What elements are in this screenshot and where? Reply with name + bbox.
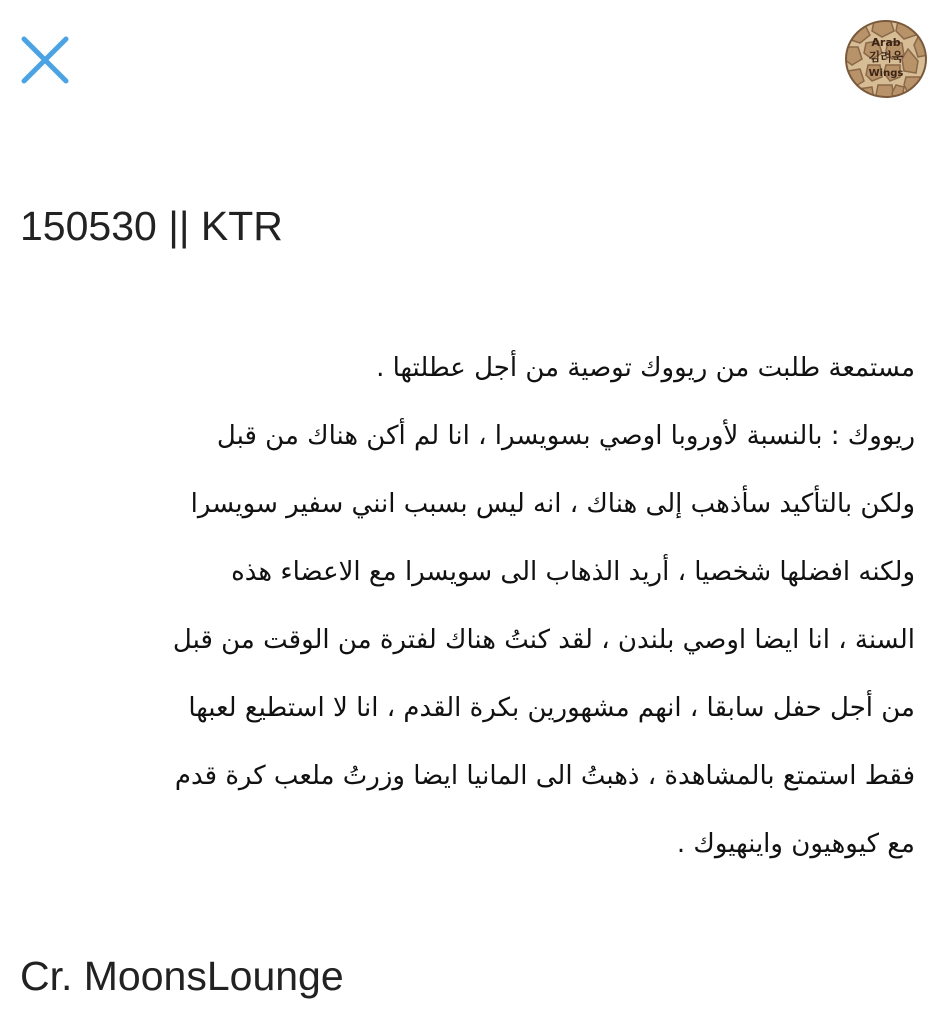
logo-text-korean: 김려욱 (868, 50, 904, 64)
post-title: 150530 || KTR (20, 203, 283, 249)
body-line: ولكنه افضلها شخصيا ، أريد الذهاب الى سويسرا مع الاعضاء هذه (231, 557, 915, 587)
body-line: ريووك : بالنسبة لأوروبا اوصي بسويسرا ، انا لم أكن هناك من قبل (216, 421, 915, 451)
close-icon (18, 33, 72, 87)
post-body (20, 334, 915, 878)
close-button[interactable] (18, 33, 72, 87)
body-line: من أجل حفل سابقا ، انهم مشهورين بكرة القدم ، انا لا استطيع لعبها (188, 693, 915, 723)
body-line: فقط استمتع بالمشاهدة ، ذهبتُ الى المانيا ايضا وزرتُ ملعب كرة قدم (174, 761, 915, 791)
body-line: مع كيوهيون واينهيوك . (676, 829, 915, 859)
logo-text-wings: Wings (868, 68, 904, 79)
credit-text: Cr. MoonsLounge (20, 953, 344, 999)
arab-wings-logo (844, 19, 928, 99)
body-line: ولكن بالتأكيد سأذهب إلى هناك ، انه ليس بسبب انني سفير سويسرا (190, 489, 915, 519)
body-line: السنة ، انا ايضا اوصي بلندن ، لقد كنتُ هناك لفترة من الوقت من قبل (172, 625, 915, 655)
logo-text-arab: Arab (871, 36, 901, 49)
body-line: مستمعة طلبت من ريووك توصية من أجل عطلتها . (376, 353, 915, 383)
